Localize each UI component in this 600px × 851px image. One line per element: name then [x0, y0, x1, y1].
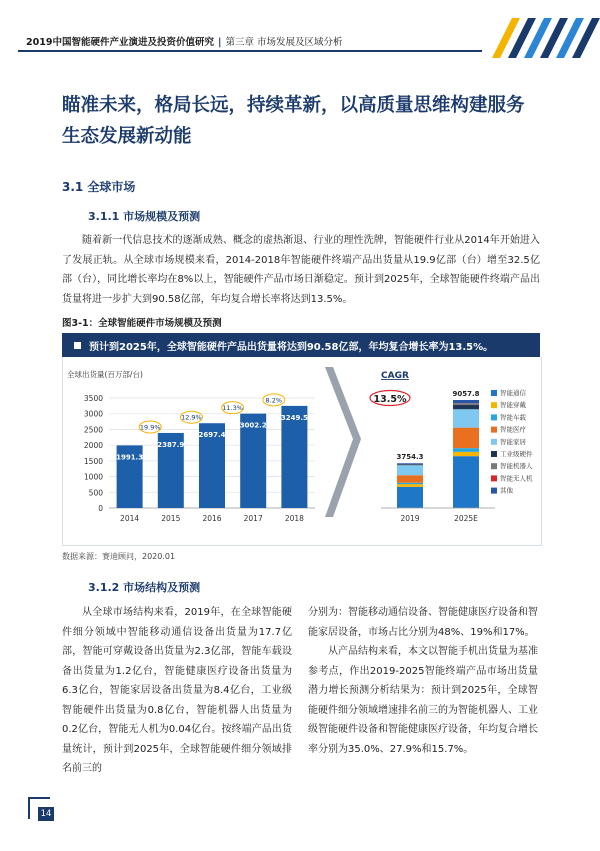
subsection-heading-2: 3.1.2 市场结构及预测 — [88, 581, 201, 594]
legend-swatch — [491, 402, 497, 408]
legend-label: 智能机器人 — [500, 462, 533, 471]
xtick-label: 2017 — [243, 514, 263, 523]
header-title: 2019中国智能硬件产业演进及投资价值研究 — [26, 37, 214, 48]
cagr-value: 13.5% — [373, 394, 407, 405]
xtick-label: 2016 — [202, 514, 222, 523]
legend-swatch — [491, 488, 497, 494]
paragraph-structure-right-1: 分别为：智能移动通信设备、智能健康医疗设备和智能家居设备，市场占比分别为48%、19%和17%。 — [308, 607, 538, 638]
stack-segment-智能穿戴 — [453, 452, 479, 456]
header-rule — [18, 50, 482, 52]
stack-segment-智能车载 — [453, 448, 479, 452]
legend-swatch — [491, 475, 497, 481]
main-title: 瞄准未来，格局长远，持续革新，以高质量思维构建服务生态发展新动能 — [62, 95, 525, 147]
legend-label: 智能车载 — [500, 413, 526, 422]
ytick-label: 2500 — [83, 425, 103, 435]
ytick-label: 2000 — [83, 441, 103, 451]
bar-value-label: 1991.3 — [116, 453, 144, 462]
legend-label: 智能穿戴 — [500, 401, 526, 410]
legend-swatch — [491, 427, 497, 433]
figure-label: 图3-1：全球智能硬件市场规模及预测 — [62, 318, 222, 329]
xtick-label: 2014 — [120, 514, 140, 523]
bar-value-label: 3002.2 — [239, 421, 267, 430]
legend-label: 智能家居 — [500, 437, 526, 446]
stack-segment-智能家居 — [453, 409, 479, 427]
right-chart-bars — [396, 390, 479, 508]
ytick-label: 1000 — [83, 472, 103, 482]
total-label: 9057.8 — [452, 390, 480, 398]
stack-segment-智能通信 — [453, 456, 479, 508]
xtick-label: 2018 — [284, 514, 304, 523]
legend-swatch — [491, 451, 497, 457]
header-stripes-decoration — [480, 18, 600, 58]
legend-label: 智能无人机 — [500, 474, 533, 483]
left-chart-ylabel: 全球出货量(百万部/台) — [67, 370, 143, 379]
stack-segment-其他 — [397, 463, 423, 464]
stack-segment-工业级硬件 — [397, 464, 423, 465]
xtick-label: 2015 — [161, 514, 181, 523]
banner-text: 预计到2025年，全球智能硬件产品出货量将达到90.58亿部，年均复合增长率为13.5%。 — [89, 341, 494, 353]
xtick-label: 2025E — [454, 514, 478, 523]
figure-box — [62, 357, 542, 546]
left-chart-yticks — [84, 394, 103, 513]
paragraph-market-size: 随着新一代信息技术的逐渐成熟、概念的虚热渐退、行业的理性洗牌，智能硬件行业从2014年开始进入了发展正轨。从全球市场规模来看，2014-2018年智能硬件终端产品出货量从19.9亿部（台）增至32.5亿部（台），同比增长率均在8%以上，智能硬件产品市场日渐稳定。预计到2025年，全球智能硬件终端产品出货量将进一步扩大到90.58亿部，年均复合增长率将达到13.5%。 — [62, 235, 540, 305]
page-header — [0, 0, 600, 60]
growth-label: 8.2% — [265, 396, 283, 405]
ytick-label: 3000 — [83, 409, 103, 419]
stack-segment-智能车载 — [397, 483, 423, 484]
figure-source: 数据来源：赛迪顾问，2020.01 — [62, 552, 176, 561]
paragraph-structure-left: 从全球市场结构来看，2019年，在全球智能硬件细分领域中智能移动通信设备出货量为17.7亿部，智能可穿戴设备出货量为2.3亿部，智能车载设备出货量为1.2亿台，智能健康医疗设备出货量为6.3亿台，智能家居设备出货量为8.4亿台，工业级智能硬件出货量为0.8亿台，智能机器人出货量为0.2亿台，智能无人机为0.04亿台。按终端产品出货量统计，预计到2025年，全球智能硬件细分领域排名前三的 — [62, 607, 292, 774]
stack-segment-智能医疗 — [453, 428, 479, 449]
total-label: 3754.3 — [396, 453, 424, 462]
growth-label: 12.9% — [181, 413, 202, 422]
legend-swatch — [491, 439, 497, 445]
ytick-label: 0 — [98, 504, 103, 513]
growth-label: 19.9% — [139, 423, 161, 432]
subsection-heading-1: 3.1.1 市场规模及预测 — [88, 210, 201, 223]
stack-segment-智能穿戴 — [397, 484, 423, 487]
page-number: 14 — [38, 807, 54, 821]
xtick-label: 2019 — [400, 514, 420, 523]
stack-segment-智能机器人 — [453, 404, 479, 405]
stack-segment-智能家居 — [397, 465, 423, 475]
header-text — [26, 34, 342, 48]
ytick-label: 3500 — [83, 394, 103, 403]
bar-value-label: 2387.9 — [157, 440, 185, 449]
header-chapter: 第三章 市场发展及区域分析 — [225, 37, 343, 48]
right-chart-legend — [491, 388, 533, 495]
stack-segment-智能通信 — [397, 487, 423, 508]
legend-swatch — [491, 463, 497, 469]
stack-segment-其他 — [453, 400, 479, 403]
legend-label: 其他 — [500, 486, 513, 495]
stack-segment-工业级硬件 — [453, 405, 479, 409]
right-chart-xticks — [381, 508, 495, 523]
legend-label: 智能医疗 — [500, 425, 526, 434]
legend-swatch — [491, 390, 497, 396]
market-chart — [63, 357, 541, 545]
bar-value-label: 3249.5 — [280, 413, 308, 422]
legend-swatch — [491, 414, 497, 420]
cagr-title: CAGR — [381, 371, 409, 381]
bar-value-label: 2697.4 — [198, 431, 226, 440]
legend-label: 智能通信 — [500, 389, 526, 397]
growth-label: 11.3% — [222, 404, 243, 413]
banner-bullet-icon — [74, 342, 81, 349]
section-heading: 3.1 全球市场 — [62, 180, 136, 194]
header-separator: | — [217, 37, 222, 48]
legend-label: 工业级硬件 — [500, 450, 533, 458]
chevron-arrow-icon — [325, 367, 361, 517]
left-chart-xticks — [120, 514, 304, 523]
paragraph-structure-right-2: 从产品结构来看，本文以智能手机出货量为基准参考点，作出2019-2025智能终端产品市场出货量潜力增长预测分析结果为：预计到2025年，全球智能硬件细分领域增速排名前三的为智能机器人、工业级智能硬件设备和智能健康医疗设备，年均复合增长率分别为35.0%、27.9%和15.7%。 — [308, 646, 538, 755]
figure-banner — [62, 333, 540, 357]
ytick-label: 1500 — [83, 456, 103, 466]
stack-segment-智能医疗 — [397, 475, 423, 483]
ytick-label: 500 — [88, 488, 103, 498]
